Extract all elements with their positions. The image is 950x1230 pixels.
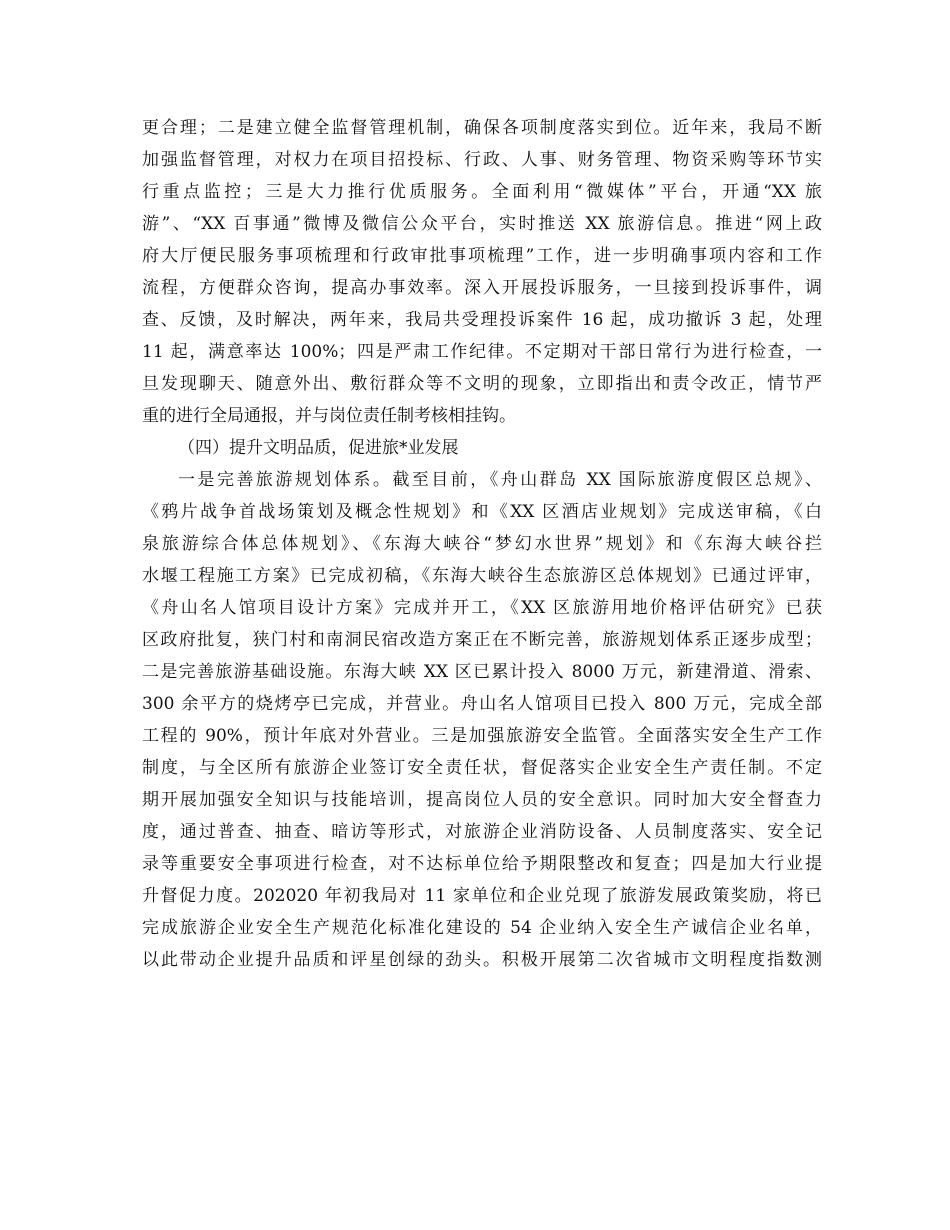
text-line: 水堰工程施工方案》已完成初稿，《东海大峡谷生态旅游区总体规划》已通过评审， (142, 566, 822, 586)
text-line: 泉旅游综合体总体规划》、《东海大峡谷“梦幻水世界”规划》和《东海大峡谷拦 (142, 534, 822, 554)
text-line: 查、反馈，及时解决，两年来，我局共受理投诉案件 16 起，成功撤诉 3 起，处理 (142, 310, 822, 330)
text-line: 《鸦片战争首战场策划及概念性规划》和《XX 区酒店业规划》完成送审稿，《白 (142, 502, 822, 522)
text-line: 更合理；二是建立健全监督管理机制，确保各项制度落实到位。近年来，我局不断 (142, 118, 822, 138)
document-body (142, 112, 822, 976)
text-line: 期开展加强安全知识与技能培训，提高岗位人员的安全意识。同时加大安全督查力 (142, 790, 822, 810)
text-line: 300 余平方的烧烤亭已完成，并营业。舟山名人馆项目已投入 800 万元，完成全部 (142, 694, 822, 714)
text-line: 二是完善旅游基础设施。东海大峡 XX 区已累计投入 8000 万元，新建滑道、滑索、 (142, 662, 822, 682)
paragraph-2 (142, 464, 822, 976)
text-line: 重的进行全局通报，并与岗位责任制考核相挂钩。 (142, 406, 516, 426)
text-line: 制度，与全区所有旅游企业签订安全责任状，督促落实企业安全生产责任制。不定 (142, 758, 822, 778)
text-line: 《舟山名人馆项目设计方案》完成并开工，《XX 区旅游用地价格评估研究》已获 (142, 598, 822, 618)
text-line: 11 起，满意率达 100%；四是严肃工作纪律。不定期对干部日常行为进行检查，一 (142, 342, 822, 362)
text-line: 旦发现聊天、随意外出、敷衍群众等不文明的现象，立即指出和责令改正，情节严 (142, 374, 822, 394)
text-line: 升督促力度。202020 年初我局对 11 家单位和企业兑现了旅游发展政策奖励，将已 (142, 886, 822, 906)
text-line: 行重点监控；三是大力推行优质服务。全面利用“微媒体”平台，开通“XX 旅 (142, 182, 822, 202)
text-line: 完成旅游企业安全生产规范化标准化建设的 54 企业纳入安全生产诚信企业名单， (142, 918, 822, 938)
section-heading (142, 432, 822, 464)
text-line: 区政府批复，狭门村和南洞民宿改造方案正在不断完善，旅游规划体系正逐步成型； (142, 630, 822, 650)
text-line: 一是完善旅游规划体系。截至目前，《舟山群岛 XX 国际旅游度假区总规》、 (178, 470, 822, 490)
text-line: 录等重要安全事项进行检查，对不达标单位给予期限整改和复查；四是加大行业提 (142, 854, 822, 874)
text-line: 度，通过普查、抽查、暗访等形式，对旅游企业消防设备、人员制度落实、安全记 (142, 822, 822, 842)
text-line: 加强监督管理，对权力在项目招投标、行政、人事、财务管理、物资采购等环节实 (142, 150, 822, 170)
text-line: 府大厅便民服务事项梳理和行政审批事项梳理”工作，进一步明确事项内容和工作 (142, 246, 822, 266)
text-line: 流程，方便群众咨询，提高办事效率。深入开展投诉服务，一旦接到投诉事件，调 (142, 278, 822, 298)
text-line: 游”、“XX 百事通”微博及微信公众平台，实时推送 XX 旅游信息。推进“网上政 (142, 214, 822, 234)
text-line: 以此带动企业提升品质和评星创绿的劲头。积极开展第二次省城市文明程度指数测 (142, 950, 822, 970)
text-line: 工程的 90%，预计年底对外营业。三是加强旅游安全监管。全面落实安全生产工作 (142, 726, 822, 746)
heading-text: （四）提升文明品质，促进旅*业发展 (178, 438, 459, 458)
paragraph-1 (142, 112, 822, 432)
